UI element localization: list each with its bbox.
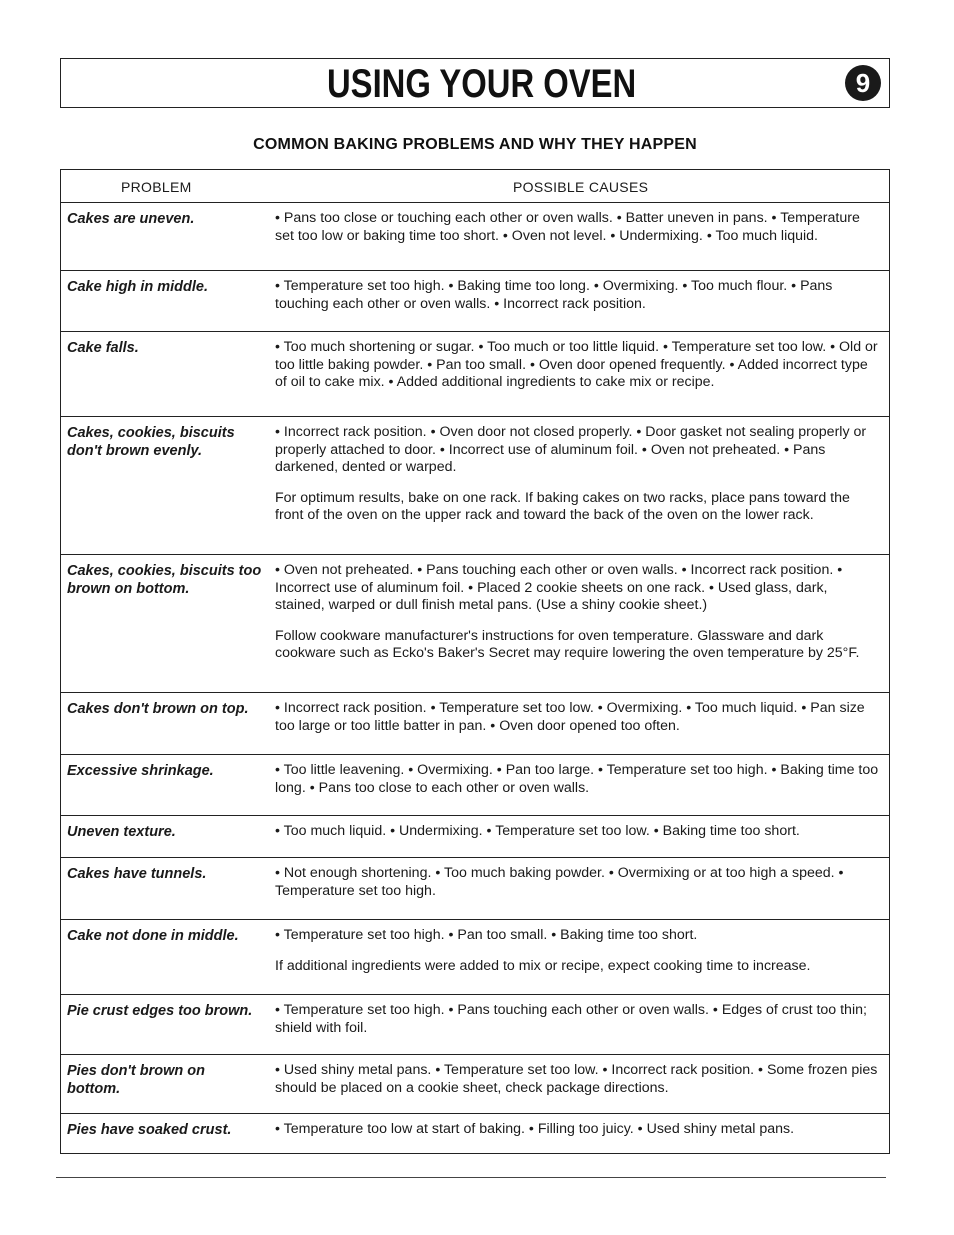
causes-cell bbox=[268, 332, 889, 416]
cause-paragraph: If additional ingredients were added to mix or recipe, expect cooking time to increase. bbox=[275, 957, 811, 974]
cause-paragraph: • Temperature set too high. • Baking time too long. • Overmixing. • Too much flour. • Pans touching each other or oven walls. • Incorrect rack position. bbox=[275, 278, 833, 312]
problem-cell: Cake high in middle. bbox=[67, 279, 208, 295]
causes-cell bbox=[268, 755, 889, 815]
cause-paragraph: Follow cookware manufacturer's instructions for oven temperature. Glassware and dark cookware such as Ecko's Baker's Secret may require lowering the oven temperature by 25°F. bbox=[275, 627, 860, 661]
causes-cell bbox=[268, 920, 889, 994]
cause-paragraph: • Incorrect rack position. • Temperature set too low. • Overmixing. • Too much liquid. • Pan size too large or too little batter in pan. • Oven door opened too often. bbox=[275, 700, 865, 734]
table-row bbox=[61, 417, 889, 555]
problem-cell: Pies don't brown on bottom. bbox=[67, 1063, 205, 1097]
cause-paragraph: • Used shiny metal pans. • Temperature set too low. • Incorrect rack position. • Some frozen pies should be placed on a cookie sheet, check package directions. bbox=[275, 1062, 878, 1096]
cause-paragraph: • Too much liquid. • Undermixing. • Temperature set too low. • Baking time too short. bbox=[275, 823, 800, 839]
problem-cell: Pie crust edges too brown. bbox=[67, 1003, 253, 1019]
section-subtitle bbox=[0, 136, 954, 154]
cause-paragraph: • Not enough shortening. • Too much baking powder. • Overmixing or at too high a speed. • Temperature set too high. bbox=[275, 865, 844, 899]
column-header-causes: POSSIBLE CAUSES bbox=[513, 179, 649, 195]
problem-cell: Cakes, cookies, biscuits don't brown evenly. bbox=[67, 425, 235, 459]
cause-paragraph: • Temperature set too high. • Pan too small. • Baking time too short. bbox=[275, 927, 698, 943]
problem-cell: Cakes, cookies, biscuits too brown on bottom. bbox=[67, 563, 262, 597]
cause-paragraph: • Too little leavening. • Overmixing. • Pan too large. • Temperature set too high. • Baking time too long. • Pans too close to each other or oven walls. bbox=[275, 762, 879, 796]
title-box bbox=[60, 58, 890, 108]
table-row bbox=[61, 332, 889, 417]
baking-problems-table bbox=[60, 169, 890, 1154]
table-row bbox=[61, 1055, 889, 1114]
table-row bbox=[61, 1114, 889, 1154]
problem-cell: Uneven texture. bbox=[67, 824, 176, 840]
cause-paragraph: • Pans too close or touching each other or oven walls. • Batter uneven in pans. • Temperature set too low or baking time too short. • Oven not level. • Undermixing. • Too much liquid. bbox=[275, 210, 860, 244]
causes-cell bbox=[268, 995, 889, 1054]
table-row bbox=[61, 555, 889, 693]
table-row bbox=[61, 995, 889, 1055]
causes-cell bbox=[268, 1055, 889, 1113]
causes-cell bbox=[268, 417, 889, 554]
table-row bbox=[61, 271, 889, 332]
problem-cell: Excessive shrinkage. bbox=[67, 763, 214, 779]
cause-paragraph: For optimum results, bake on one rack. If baking cakes on two racks, place pans toward the front of the oven on the upper rack and toward the back of the oven on the lower rack. bbox=[275, 489, 850, 523]
problem-cell: Cakes don't brown on top. bbox=[67, 701, 249, 717]
cause-paragraph: • Temperature set too high. • Pans touching each other or oven walls. • Edges of crust too thin; shield with foil. bbox=[275, 1002, 867, 1036]
page-number-badge: 9 bbox=[845, 65, 881, 101]
causes-cell bbox=[268, 858, 889, 919]
causes-cell bbox=[268, 1114, 889, 1153]
cause-paragraph: • Temperature too low at start of baking. • Filling too juicy. • Used shiny metal pans. bbox=[275, 1121, 795, 1137]
table-body bbox=[61, 203, 889, 1154]
problem-cell: Cake falls. bbox=[67, 340, 139, 356]
table-row bbox=[61, 816, 889, 858]
page-title: USING YOUR OVEN bbox=[327, 62, 637, 106]
table-row bbox=[61, 755, 889, 816]
column-header-problem: PROBLEM bbox=[121, 179, 192, 195]
problem-cell: Cake not done in middle. bbox=[67, 928, 239, 944]
cause-paragraph: • Incorrect rack position. • Oven door not closed properly. • Door gasket not sealing properly or properly attached to door. • Incorrect use of aluminum foil. • Oven not preheated. • Pans darkened, dented or warped. bbox=[275, 424, 867, 475]
causes-cell bbox=[268, 271, 889, 331]
problem-cell: Cakes have tunnels. bbox=[67, 866, 207, 882]
causes-cell bbox=[268, 555, 889, 692]
table-row bbox=[61, 858, 889, 920]
cause-paragraph: • Oven not preheated. • Pans touching each other or oven walls. • Incorrect rack position. • Incorrect use of aluminum foil. • Placed 2 cookie sheets on one rack. • Used glass, dark, stained, warped or dull finish metal pans. (Use a shiny cookie sheet.) bbox=[275, 562, 843, 613]
bottom-divider bbox=[56, 1177, 886, 1178]
problem-cell: Cakes are uneven. bbox=[67, 211, 195, 227]
table-row bbox=[61, 693, 889, 755]
table-row bbox=[61, 203, 889, 271]
causes-cell bbox=[268, 816, 889, 857]
causes-cell bbox=[268, 693, 889, 754]
table-header bbox=[61, 170, 889, 203]
problem-cell: Pies have soaked crust. bbox=[67, 1122, 232, 1138]
section-subtitle-text: COMMON BAKING PROBLEMS AND WHY THEY HAPPEN bbox=[253, 136, 697, 153]
table-row bbox=[61, 920, 889, 995]
causes-cell bbox=[268, 203, 889, 270]
cause-paragraph: • Too much shortening or sugar. • Too much or too little liquid. • Temperature set too low. • Old or too little baking powder. • Pan too small. • Oven door opened frequently. • Added incorrect type of oil to cake mix. • Added additional ingredients to cake mix or recipe. bbox=[275, 339, 878, 390]
